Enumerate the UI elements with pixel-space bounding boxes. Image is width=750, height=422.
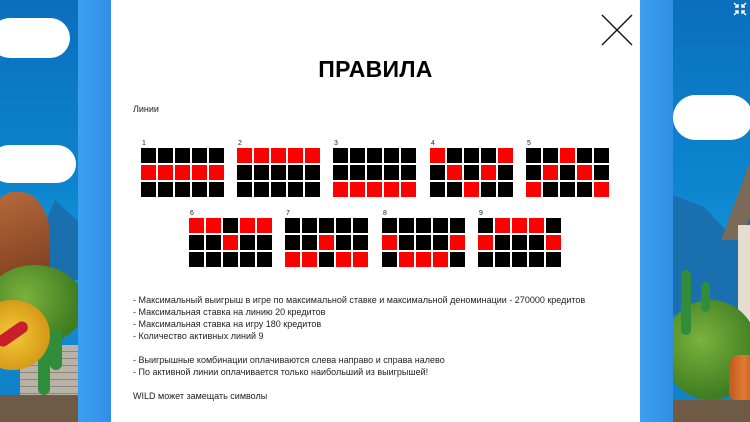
payline-cell [399,218,414,233]
payline-cell-active [498,148,513,163]
payline-number: 1 [142,140,146,147]
payline-number: 4 [431,140,435,147]
payline-8 [382,210,465,267]
payline-grid [526,148,609,197]
payline-cell [498,165,513,180]
payline-cell [302,235,317,250]
payline-grid [382,218,465,267]
payline-cell-active [399,252,414,267]
payline-cell [237,182,252,197]
payline-cell [512,252,527,267]
payline-cell-active [450,235,465,250]
payline-cell-active [526,182,541,197]
close-button[interactable] [599,12,635,48]
payline-cell-active [189,218,204,233]
payline-cell [285,218,300,233]
payline-cell-active [271,148,286,163]
payline-cell [285,235,300,250]
payline-cell [240,252,255,267]
game-background-right [673,0,750,422]
payline-cell [319,218,334,233]
payline-cell [560,165,575,180]
payline-cell [594,165,609,180]
payline-cell [158,148,173,163]
payline-cell-active [447,165,462,180]
payline-4 [430,140,513,197]
page-title: ПРАВИЛА [318,56,433,82]
payline-cell [382,252,397,267]
payline-cell [141,148,156,163]
payline-cell [526,148,541,163]
payline-cell-active [350,182,365,197]
payline-cell [302,218,317,233]
payline-cell [288,182,303,197]
payline-number: 3 [334,140,338,147]
payline-cell [175,148,190,163]
side-bar-left [78,0,111,422]
payline-cell-active [478,235,493,250]
payline-cell [478,218,493,233]
payline-cell-active [285,252,300,267]
lines-section-label: Линии [133,104,159,114]
payline-cell-active [237,148,252,163]
side-bar-right [640,0,673,422]
cloud [0,18,70,58]
payline-cell [447,148,462,163]
payline-6 [189,210,272,267]
payline-cell [546,218,561,233]
payline-cell-active [223,235,238,250]
payline-cell [399,235,414,250]
payline-cell-active [464,182,479,197]
payline-cell-active [546,235,561,250]
payline-cell [141,182,156,197]
payline-cell [560,182,575,197]
payline-cell [416,235,431,250]
payline-cell [382,218,397,233]
payline-cell-active [433,252,448,267]
payline-cell [257,252,272,267]
payline-cell-active [401,182,416,197]
payline-cell [450,252,465,267]
payline-cell-active [302,252,317,267]
payline-cell-active [288,148,303,163]
payline-cell [175,182,190,197]
payline-cell [384,148,399,163]
payline-3 [333,140,416,197]
payline-cell [206,235,221,250]
payline-cell-active [333,182,348,197]
payline-cell [481,148,496,163]
payline-cell [526,165,541,180]
payline-cell-active [206,218,221,233]
payline-cell [353,235,368,250]
payline-cell [209,182,224,197]
payline-cell [305,182,320,197]
exit-fullscreen-icon[interactable] [733,2,747,16]
payline-cell-active [254,148,269,163]
payline-number: 8 [383,210,387,217]
payline-cell [447,182,462,197]
payline-cell [546,252,561,267]
cactus-arm [701,282,710,312]
payline-cell [594,148,609,163]
close-x-icon [599,12,635,48]
payline-5 [526,140,609,197]
payline-cell [254,165,269,180]
rule-wild: WILD может замещать символы [133,391,268,401]
rule-pay-direction: - Выигрышные комбинации оплачиваются слева направо и справа налево [133,355,445,365]
payline-cell [319,252,334,267]
payline-cell-active [175,165,190,180]
payline-2 [237,140,320,197]
payline-cell-active [319,235,334,250]
cloud [0,145,76,183]
cloud [673,95,750,140]
payline-cell [495,235,510,250]
payline-cell-active [257,218,272,233]
payline-1 [141,140,224,197]
payline-cell-active [209,165,224,180]
payline-grid [430,148,513,197]
payline-cell [433,235,448,250]
payline-cell-active [305,148,320,163]
payline-cell [430,165,445,180]
payline-cell-active [416,252,431,267]
payline-cell [367,165,382,180]
payline-cell [350,148,365,163]
payline-cell [481,182,496,197]
rules-panel [111,0,640,422]
payline-grid [237,148,320,197]
payline-cell [237,165,252,180]
payline-cell-active [430,148,445,163]
payline-cell [416,218,431,233]
payline-cell [189,252,204,267]
payline-cell [336,218,351,233]
payline-cell [305,165,320,180]
payline-number: 7 [286,210,290,217]
payline-cell [350,165,365,180]
payline-cell-active [577,165,592,180]
payline-cell [498,182,513,197]
payline-cell [464,148,479,163]
payline-cell [333,165,348,180]
payline-cell-active [495,218,510,233]
payline-cell [367,148,382,163]
payline-cell [529,252,544,267]
ground [673,400,750,422]
payline-cell [430,182,445,197]
game-background-left [0,0,78,422]
payline-cell-active [158,165,173,180]
payline-cell-active [353,252,368,267]
payline-cell-active [594,182,609,197]
rule-max-game-bet: - Максимальная ставка на игру 180 кредитов [133,319,322,329]
payline-cell [223,218,238,233]
payline-cell [288,165,303,180]
payline-cell [271,182,286,197]
rules-text [133,294,585,402]
payline-cell [478,252,493,267]
payline-cell [257,235,272,250]
payline-cell-active [382,235,397,250]
payline-cell [433,218,448,233]
payline-cell [495,252,510,267]
payline-cell [158,182,173,197]
payline-number: 5 [527,140,531,147]
payline-cell [353,218,368,233]
payline-cell [384,165,399,180]
payline-cell [192,182,207,197]
payline-number: 6 [190,210,194,217]
payline-cell [401,165,416,180]
payline-cell-active [141,165,156,180]
payline-cell [401,148,416,163]
payline-cell [577,182,592,197]
payline-grid [189,218,272,267]
payline-cell [192,148,207,163]
payline-number: 2 [238,140,242,147]
rule-highest-win: - По активной линии оплачивается только наибольший из выигрышей! [133,367,429,377]
payline-cell [577,148,592,163]
payline-cell [240,235,255,250]
payline-cell [209,148,224,163]
payline-cell [271,165,286,180]
payline-7 [285,210,368,267]
payline-cell-active [240,218,255,233]
payline-cell [223,252,238,267]
rule-max-line-bet: - Максимальная ставка на линию 20 кредитов [133,307,326,317]
cactus-arm [50,330,62,370]
payline-grid [478,218,561,267]
payline-cell-active [543,165,558,180]
payline-cell [189,235,204,250]
payline-cell [543,148,558,163]
payline-cell [450,218,465,233]
clay-pot [729,355,750,400]
payline-cell-active [529,218,544,233]
payline-grid [333,148,416,197]
payline-grid [141,148,224,197]
ground [0,395,78,422]
payline-number: 9 [479,210,483,217]
payline-cell-active [192,165,207,180]
payline-9 [478,210,561,267]
payline-cell [254,182,269,197]
rule-active-lines: - Количество активных линий 9 [133,331,264,341]
payline-cell [543,182,558,197]
payline-cell-active [481,165,496,180]
payline-cell-active [336,252,351,267]
rule-max-win: - Максимальный выигрыш в игре по максимальной ставке и максимальной деноминации - 270000 кредитов [133,295,586,305]
payline-cell-active [384,182,399,197]
payline-cell [464,165,479,180]
payline-grid [285,218,368,267]
payline-cell [336,235,351,250]
payline-cell [333,148,348,163]
payline-cell-active [560,148,575,163]
cactus [681,270,691,335]
payline-cell-active [512,218,527,233]
payline-cell-active [367,182,382,197]
payline-cell [529,235,544,250]
payline-cell [512,235,527,250]
payline-cell [206,252,221,267]
